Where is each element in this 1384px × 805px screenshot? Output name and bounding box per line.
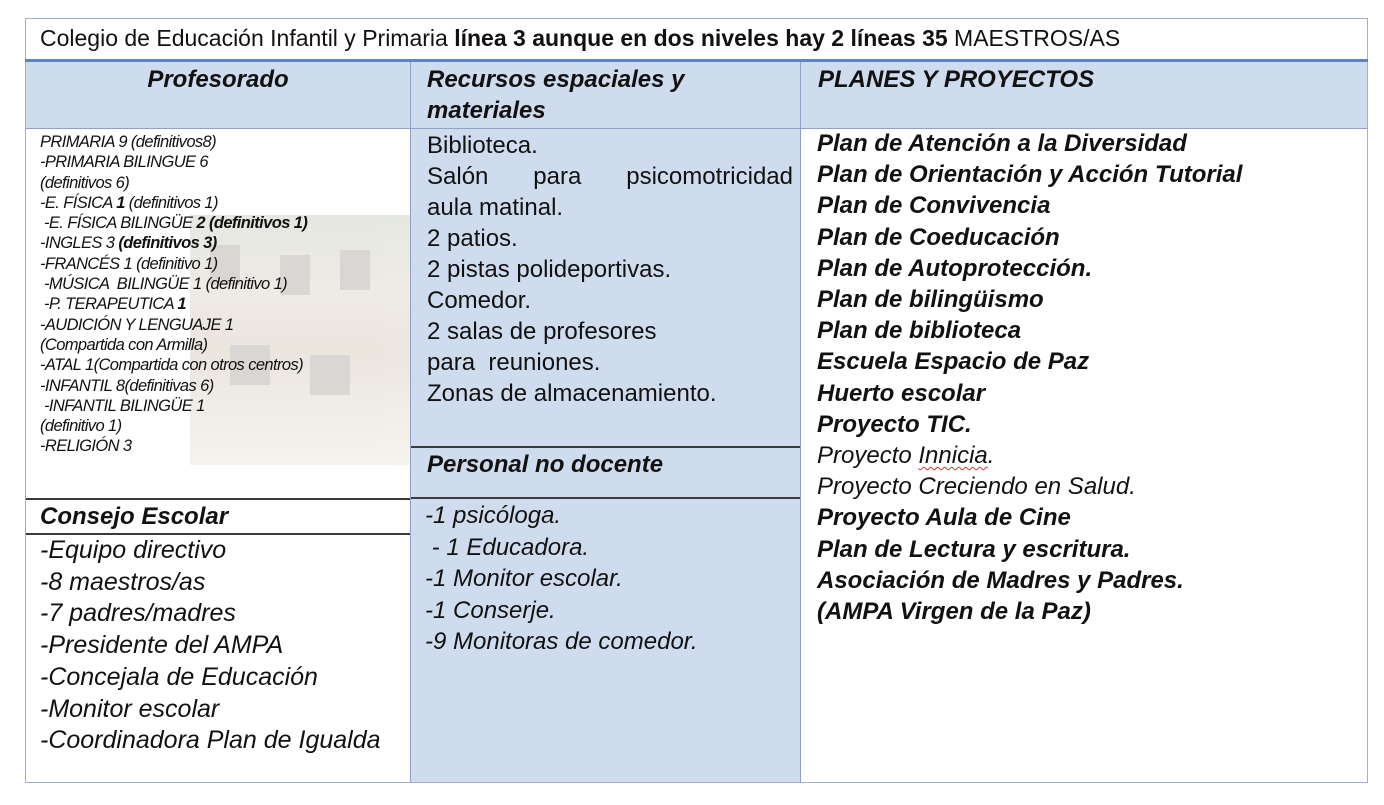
planes-item: Plan de Convivencia	[817, 192, 1051, 220]
recursos-item: Comedor.	[427, 287, 532, 314]
planes-item: Proyecto Aula de Cine	[817, 504, 1071, 532]
consejo-item: -Equipo directivo	[40, 536, 227, 564]
profesorado-header: Profesorado	[147, 66, 289, 93]
col-divider-2	[800, 62, 801, 782]
profesorado-item	[40, 152, 400, 172]
profesorado-text: -ATAL 1(Compartida con otros centros)	[40, 356, 303, 375]
profesorado-text: -E. FÍSICA	[40, 193, 117, 212]
profesorado-text: PRIMARIA 9 (definitivos8)	[40, 133, 217, 151]
planes-text: .	[987, 442, 995, 470]
title-prefix: Colegio de Educación Infantil y Primaria	[40, 25, 455, 51]
personal-divider-bottom	[411, 497, 800, 499]
planes-list	[817, 128, 1357, 627]
personal-list	[425, 500, 795, 658]
profesorado-bold: 1	[116, 193, 125, 212]
recursos-header: Recursos espaciales y materiales	[427, 66, 685, 124]
consejo-item: -Presidente del AMPA	[40, 631, 284, 660]
profesorado-text: -PRIMARIA BILINGUE 6	[40, 153, 209, 172]
profesorado-text: -AUDICIÓN Y LENGUAJE 1	[40, 315, 234, 334]
personal-item: - 1 Educadora.	[425, 533, 590, 561]
recursos-item: Biblioteca.	[427, 132, 538, 159]
consejo-item: -Coordinadora Plan de Igualda	[40, 726, 381, 755]
planes-item: Plan de Atención a la Diversidad	[817, 130, 1187, 157]
profesorado-item	[40, 233, 400, 253]
profesorado-text: -RELIGIÓN 3	[40, 437, 132, 456]
profesorado-text: (definitivos 6)	[40, 173, 130, 192]
profesorado-item	[40, 335, 400, 355]
profesorado-item	[40, 396, 400, 416]
recursos-item-justified	[427, 161, 793, 192]
word: Salón	[427, 163, 489, 190]
profesorado-bold: 2 (definitivos 1)	[196, 214, 308, 233]
profesorado-item	[40, 416, 400, 436]
recursos-item: 2 pistas polideportivas.	[427, 256, 672, 283]
personal-item: -1 Monitor escolar.	[425, 565, 623, 592]
profesorado-item	[40, 274, 400, 294]
profesorado-item	[40, 132, 400, 152]
personal-item: -9 Monitoras de comedor.	[425, 628, 698, 655]
profesorado-text: -P. TERAPEUTICA	[40, 295, 178, 314]
recursos-item: Zonas de almacenamiento.	[427, 380, 717, 407]
consejo-item: -Monitor escolar	[40, 694, 220, 723]
recursos-item: aula matinal.	[427, 194, 564, 221]
profesorado-bold: 1	[177, 295, 186, 314]
profesorado-text: (Compartida con Armilla)	[40, 335, 208, 354]
profesorado-text-after: (definitivos 1)	[124, 193, 218, 212]
planes-item: Plan de Coeducación	[817, 223, 1060, 251]
planes-item: Plan de biblioteca	[817, 317, 1022, 345]
recursos-item: 2 salas de profesores	[427, 318, 657, 345]
personal-divider-top	[411, 446, 800, 448]
planes-item: (AMPA Virgen de la Paz)	[817, 598, 1091, 626]
profesorado-list	[40, 132, 400, 457]
word: psicomotricidad	[626, 163, 793, 190]
profesorado-text: -E. FÍSICA BILINGÜE	[40, 214, 197, 233]
profesorado-text: -FRANCÉS 1 (definitivo 1)	[40, 254, 218, 273]
recursos-item: para reuniones.	[427, 349, 601, 376]
personal-item: -1 Conserje.	[425, 596, 556, 624]
profesorado-item	[40, 254, 400, 274]
personal-item: -1 psicóloga.	[425, 502, 562, 529]
profesorado-item	[40, 315, 400, 335]
title-suffix: MAESTROS/AS	[947, 25, 1121, 51]
consejo-divider-top	[26, 498, 410, 500]
planes-item: Plan de Autoprotección.	[817, 254, 1093, 282]
profesorado-item	[40, 193, 400, 213]
profesorado-text: -INGLES 3	[40, 234, 119, 253]
profesorado-text: -MÚSICA BILINGÜE 1 (definitivo 1)	[40, 275, 288, 294]
table-title	[26, 19, 1367, 59]
consejo-item: -8 maestros/as	[40, 567, 206, 596]
profesorado-text: (definitivo 1)	[40, 417, 122, 436]
consejo-item: -Concejala de Educación	[40, 662, 318, 691]
planes-item: Plan de bilingüismo	[817, 286, 1044, 314]
profesorado-item	[40, 355, 400, 375]
planes-item: Huerto escolar	[817, 379, 986, 407]
recursos-item: 2 patios.	[427, 225, 518, 252]
title-bold: línea 3 aunque en dos niveles hay 2 líneas 35	[454, 25, 948, 51]
col-divider-1	[410, 62, 411, 782]
profesorado-item	[40, 376, 400, 396]
planes-item	[817, 440, 1357, 471]
profesorado-item	[40, 294, 400, 314]
profesorado-item	[40, 436, 400, 456]
innicia-word: Innicia	[918, 442, 988, 470]
personal-header: Personal no docente	[427, 451, 664, 478]
consejo-header: Consejo Escolar	[40, 503, 229, 530]
planes-item: Plan de Lectura y escritura.	[817, 535, 1131, 563]
profesorado-text: -INFANTIL BILINGÜE 1	[40, 396, 205, 415]
consejo-item: -7 padres/madres	[40, 599, 236, 628]
recursos-list	[427, 130, 797, 409]
consejo-list	[40, 535, 410, 757]
profesorado-item	[40, 173, 400, 193]
profesorado-bold: (definitivos 3)	[118, 234, 217, 253]
planes-item: Proyecto TIC.	[817, 410, 972, 438]
planes-item: Escuela Espacio de Paz	[817, 348, 1090, 376]
planes-item: Proyecto Creciendo en Salud.	[817, 473, 1136, 501]
planes-text: Proyecto	[817, 442, 919, 470]
planes-item: Asociación de Madres y Padres.	[817, 566, 1184, 594]
planes-header: PLANES Y PROYECTOS	[818, 66, 1095, 93]
profesorado-item	[40, 213, 400, 233]
profesorado-text: -INFANTIL 8(definitivas 6)	[40, 376, 214, 395]
word: para	[533, 163, 582, 190]
planes-item: Plan de Orientación y Acción Tutorial	[817, 161, 1243, 189]
